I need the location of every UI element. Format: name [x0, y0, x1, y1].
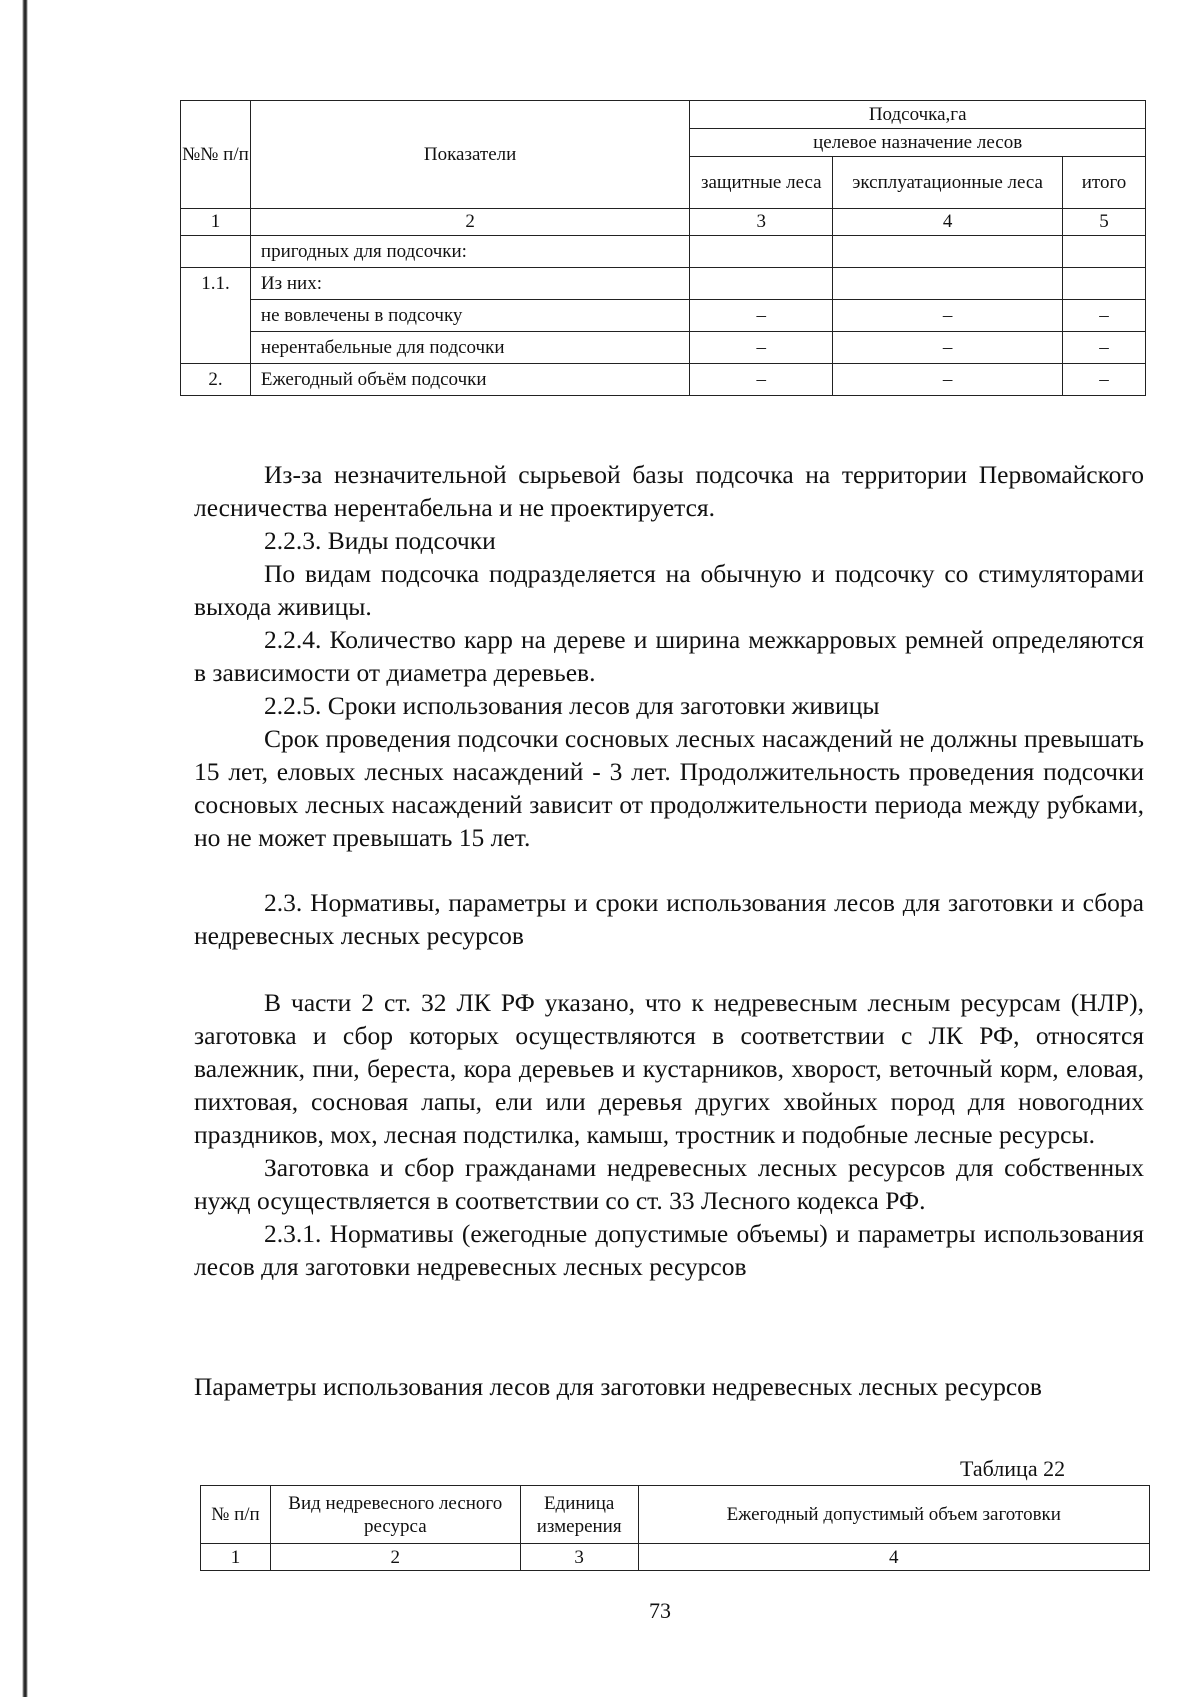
paragraph-no-tapping: Из-за незначительной сырьевой базы подсочка на территории Первомайского лесничества нерентабельна и не проектируется. — [194, 460, 1144, 522]
col-number: 3 — [690, 209, 833, 236]
row-num: 1.1. — [181, 268, 251, 364]
cell-exploitation: – — [833, 300, 1063, 332]
cell-exploitation — [833, 268, 1063, 300]
table-row — [181, 300, 1146, 332]
body-text-block-1 — [194, 458, 1144, 854]
row-label: не вовлечены в подсочку — [250, 300, 689, 332]
header-indicators: Показатели — [250, 101, 689, 209]
table-22-caption: Таблица 22 — [960, 1456, 1066, 1481]
cell-protective — [690, 268, 833, 300]
row-label: Из них: — [250, 268, 689, 300]
header-forest-purpose: целевое назначение лесов — [690, 129, 1146, 157]
cell-protective — [690, 236, 833, 268]
table-row — [181, 268, 1146, 300]
col-number: 5 — [1063, 209, 1146, 236]
cell-exploitation: – — [833, 332, 1063, 364]
nontimber-resources-table — [200, 1485, 1150, 1571]
col-number: 2 — [250, 209, 689, 236]
cell-protective: – — [690, 300, 833, 332]
header-resource-type: Вид недревесного лесного ресурса — [270, 1486, 520, 1544]
col-number: 2 — [270, 1544, 520, 1571]
header-annual-volume: Ежегодный допустимый объем заготовки — [638, 1486, 1149, 1544]
cell-total: – — [1063, 332, 1146, 364]
numbering-row — [181, 209, 1146, 236]
row-label: нерентабельные для подсочки — [250, 332, 689, 364]
paragraph-tapping-terms: Срок проведения подсочки сосновых лесных насаждений не должны превышать 15 лет, еловых лесных насаждений - 3 лет. Продолжительность проведения подсочки сосновых лесных насаждений зависит от продолжительности периода между рубками, но не может превышать 15 лет. — [194, 724, 1144, 852]
header-unit: Единица измерения — [520, 1486, 638, 1544]
header-num: №№ п/п — [181, 101, 251, 209]
row-num — [181, 236, 251, 268]
cell-total: – — [1063, 300, 1146, 332]
paragraph-2-2-4: 2.2.4. Количество карр на дереве и ширина межкарровых ремней определяются в зависимости от диаметра деревьев. — [194, 625, 1144, 687]
paragraph-citizens-harvest: Заготовка и сбор гражданами недревесных лесных ресурсов для собственных нужд осуществляется в соответствии со ст. 33 Лесного кодекса РФ. — [194, 1153, 1144, 1215]
row-label: пригодных для подсочки: — [250, 236, 689, 268]
paragraph-nlr-definition: В части 2 ст. 32 ЛК РФ указано, что к недревесным лесным ресурсам (НЛР), заготовка и сбор которых осуществляются в соответствии с ЛК РФ, относятся валежник, пни, береста, кора деревьев и кустарников, хворост, веточный корм, еловая, пихтовая, сосновая лапы, ели или деревья других хвойных пород для новогодних праздников, мох, лесная подстилка, камыш, тростник и подобные лесные ресурсы. — [194, 988, 1144, 1149]
cell-protective: – — [690, 332, 833, 364]
header-tapping-ha: Подсочка,га — [690, 101, 1146, 129]
cell-total — [1063, 236, 1146, 268]
table-title-block — [194, 1370, 1144, 1403]
col-number: 4 — [833, 209, 1063, 236]
col-number: 1 — [181, 209, 251, 236]
table-22-title: Параметры использования лесов для заготовки недревесных лесных ресурсов — [194, 1372, 1042, 1401]
table-row — [181, 332, 1146, 364]
tapping-table — [180, 100, 1146, 396]
header-protective: защитные леса — [690, 157, 833, 209]
scan-edge — [0, 0, 30, 1697]
heading-2-2-5: 2.2.5. Сроки использования лесов для заготовки живицы — [264, 691, 880, 720]
numbering-row — [201, 1544, 1150, 1571]
section-heading-2-3-block — [194, 886, 1144, 952]
header-exploitation: эксплуатационные леса — [833, 157, 1063, 209]
col-number: 1 — [201, 1544, 271, 1571]
page-number: 73 — [649, 1598, 671, 1623]
heading-2-3-1: 2.3.1. Нормативы (ежегодные допустимые объемы) и параметры использования лесов для заготовки недревесных лесных ресурсов — [194, 1219, 1144, 1281]
col-number: 4 — [638, 1544, 1149, 1571]
cell-exploitation — [833, 236, 1063, 268]
header-num: № п/п — [201, 1486, 271, 1544]
heading-2-3: 2.3. Нормативы, параметры и сроки использования лесов для заготовки и сбора недревесных лесных ресурсов — [194, 888, 1144, 950]
paragraph-tapping-types: По видам подсочка подразделяется на обычную и подсочку со стимуляторами выхода живицы. — [194, 559, 1144, 621]
table-row — [181, 364, 1146, 396]
body-text-block-2 — [194, 986, 1144, 1283]
table-row — [181, 236, 1146, 268]
cell-total — [1063, 268, 1146, 300]
row-label: Ежегодный объём подсочки — [250, 364, 689, 396]
cell-exploitation: – — [833, 364, 1063, 396]
cell-total: – — [1063, 364, 1146, 396]
row-num: 2. — [181, 364, 251, 396]
col-number: 3 — [520, 1544, 638, 1571]
heading-2-2-3: 2.2.3. Виды подсочки — [264, 526, 496, 555]
cell-protective: – — [690, 364, 833, 396]
header-total: итого — [1063, 157, 1146, 209]
